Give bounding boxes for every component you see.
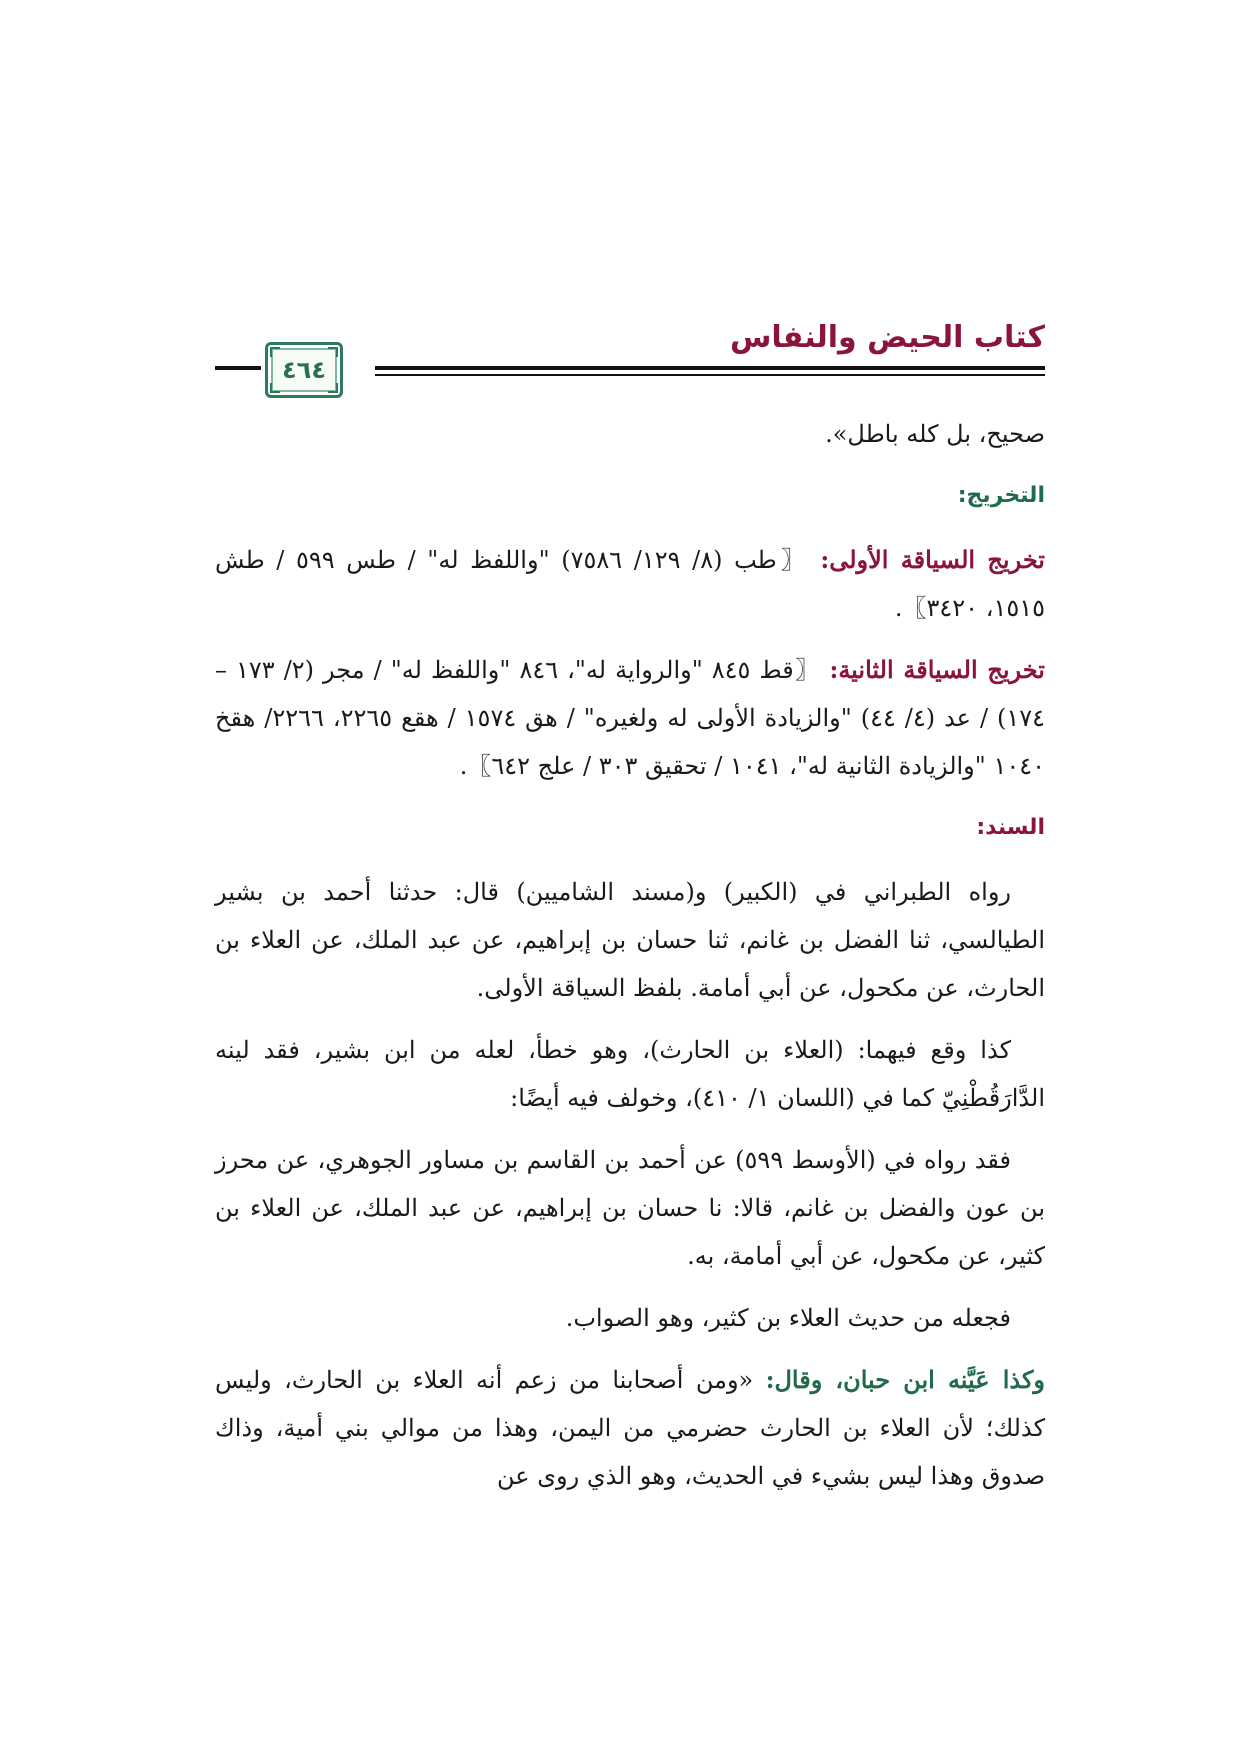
page-body bbox=[215, 410, 1045, 1514]
paragraph-takhrij-first bbox=[215, 536, 1045, 632]
ornament-corner bbox=[270, 347, 280, 357]
page-number-badge bbox=[265, 342, 343, 398]
paragraph-ibn-hibban bbox=[215, 1356, 1045, 1500]
label-ibn-hibban: وكذا عَيَّنه ابن حبان، وقال: bbox=[765, 1365, 1045, 1394]
ibn-hibban-quote: «ومن أصحابنا من زعم أنه العلاء بن الحارث، وليس كذلك؛ لأن العلاء بن الحارث حضرمي من اليمن، وهذا من موالي بني أمية، وذاك صدوق وهذا ليس بشيء في الحديث، وهو الذي روى عن bbox=[215, 1366, 1045, 1490]
paragraph-awsat: فقد رواه في (الأوسط ٥٩٩) عن أحمد بن القاسم بن مساور الجوهري، عن محرز بن عون والفضل بن غانم، قالا: نا حسان بن إبراهيم، عن عبد الملك، عن العلاء بن كثير، عن مكحول، عن أبي أمامة، به. bbox=[215, 1146, 1045, 1270]
label-first-context: تخريج السياقة الأولى: bbox=[820, 545, 1045, 574]
book-title: كتاب الحيض والنفاس bbox=[729, 320, 1045, 355]
paragraph-fajaalahu: فجعله من حديث العلاء بن كثير، وهو الصواب. bbox=[565, 1304, 1011, 1332]
header-rule-left bbox=[215, 366, 261, 370]
header-rule-thin bbox=[375, 374, 1045, 376]
heading-takhrij: التخريج: bbox=[957, 483, 1045, 508]
takhrij-second-text: 〖قط ٨٤٥ "والرواية له"، ٨٤٦ "واللفظ له" / مجر (٢/ ١٧٣ – ١٧٤) / عد (٤/ ٤٤) "والزيادة الأولى له ولغيره" / هق ١٥٧٤ / هقع ٢٢٦٥، ٢٢٦٦/ هقخ ١٠٤٠ "والزيادة الثانية له"، ١٠٤١ / تحقيق ٣٠٣ / علج ٦٤٢〗. bbox=[215, 656, 1046, 780]
page-header bbox=[215, 318, 1045, 393]
ornament-corner bbox=[270, 383, 280, 393]
label-second-context: تخريج السياقة الثانية: bbox=[829, 655, 1045, 684]
paragraph-takhrij-second bbox=[215, 646, 1045, 790]
takhrij-first-text: 〖طب (٨/ ١٢٩/ ٧٥٨٦) "واللفظ له" / طس ٥٩٩ / طش ١٥١٥، ٣٤٢٠〗. bbox=[215, 546, 1045, 622]
page-number: ٤٦٤ bbox=[282, 356, 326, 384]
paragraph-continuation: صحيح، بل كله باطل». bbox=[825, 420, 1045, 448]
ornament-corner bbox=[328, 383, 338, 393]
paragraph-sanad: رواه الطبراني في (الكبير) و(مسند الشاميين) قال: حدثنا أحمد بن بشير الطيالسي، ثنا الفضل بن غانم، ثنا حسان بن إبراهيم، عن عبد الملك، عن العلاء بن الحارث، عن مكحول، عن أبي أمامة. بلفظ السياقة الأولى. bbox=[215, 878, 1045, 1002]
heading-sanad: السند: bbox=[976, 815, 1045, 840]
paragraph-kadha: كذا وقع فيهما: (العلاء بن الحارث)، وهو خطأ، لعله من ابن بشير، فقد لينه الدَّارَقُطْنِيّ كما في (اللسان ١/ ٤١٠)، وخولف فيه أيضًا: bbox=[215, 1036, 1045, 1112]
header-rule-thick bbox=[375, 366, 1045, 370]
ornament-corner bbox=[328, 347, 338, 357]
